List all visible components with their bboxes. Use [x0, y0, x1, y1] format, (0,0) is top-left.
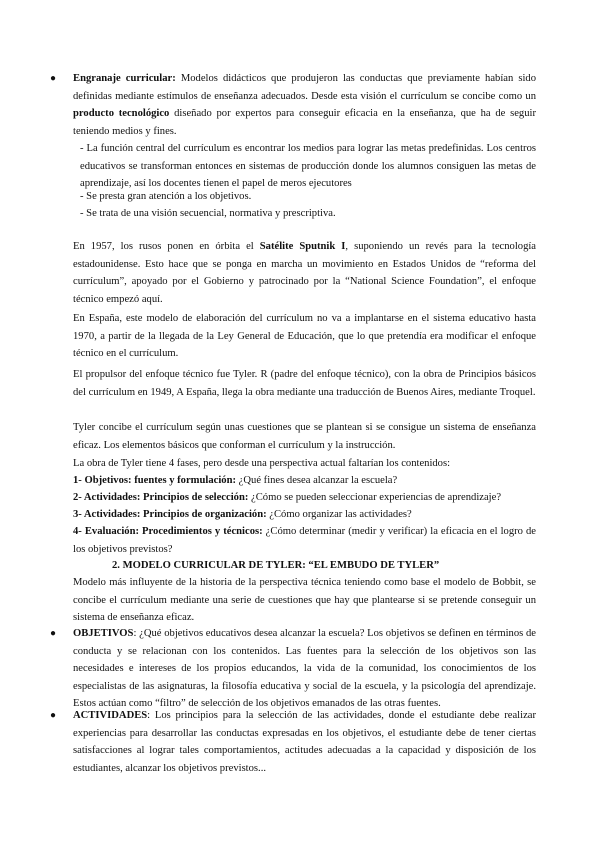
paragraph-modelo: Modelo más influyente de la historia de la perspectiva técnica teniendo como base el modelo de Bobbit, se concibe el currículum mediante una serie de cuestiones que hay que plantearse si se pretende conseguir un sistema de enseñanza eficaz.	[73, 577, 536, 624]
term-objetivos: OBJETIVOS	[73, 628, 134, 639]
term-sputnik: Satélite Sputnik I	[259, 241, 346, 252]
term-producto-tecnologico: producto tecnológico	[73, 108, 170, 120]
bullet-objetivos: ●	[50, 628, 57, 639]
term-actividades: ACTIVIDADES	[73, 710, 148, 721]
bullet-engranaje: ●	[50, 73, 57, 84]
term-engranaje: Engranaje curricular:	[73, 73, 176, 84]
paragraph-actividades: ACTIVIDADES: Los principios para la selección de las actividades, donde el estudiante debe realizar experiencias para desarrollar las conductas expresadas en los objetivos, el estudiante debe de tener ciertas satisfacciones al lograr tales comportamientos, actitudes adecuadas a la capacidad y disposición de los estudiantes, alcanzar los objetivos previstos...	[73, 710, 536, 774]
paragraph-engranaje: Engranaje curricular: Modelos didácticos que produjeron las conductas que previamente habían sido definidas mediante estímulos de enseñanza adecuados. Desde esta visión el currículum se concibe como un producto tecnológico diseñado por expertos para conseguir eficacia en la enseñanza, que ha de seguir teniendo medios y fines.	[73, 73, 537, 137]
paragraph-espana: En España, este modelo de elaboración del currículum no va a implantarse en el sistema educativo hasta 1970, a partir de la llegada de la Ley General de Educación, que lo que pretendía era modificar el enfoque técnico en el currículum.	[73, 313, 536, 360]
paragraph-tyler-concibe: Tyler concibe el currículum según unas cuestiones que se plantean si se consigue un sistema de enseñanza eficaz. Los elementos básicos que conforman el currículum y la instrucción.	[73, 422, 536, 451]
section-heading-tyler: 2. MODELO CURRICULAR DE TYLER: “EL EMBUDO DE TYLER”	[112, 560, 440, 571]
bullet-actividades: ●	[50, 710, 57, 721]
paragraph-propulsor: El propulsor del enfoque técnico fue Tyler. R (padre del enfoque técnico), con la obra de Principios básicos del currículum en 1949, A España, llega la obra mediante una traducción de Buenos Aires, mediante Troquel.	[73, 369, 536, 398]
phase-item: 1- Objetivos: fuentes y formulación: ¿Qué fines desea alcanzar la escuela?	[73, 475, 398, 486]
sub-item-funcion: - La función central del currículum es encontrar los medios para lograr las metas predefinidas. Los centros educativos se transforman entonces en sistemas de producción donde los alumnos consiguen las metas de aprendizaje, así los docentes tienen el papel de meros ejecutores	[80, 143, 536, 190]
sub-item-vision: - Se trata de una visión secuencial, normativa y prescriptiva.	[80, 208, 336, 219]
paragraph-objetivos: OBJETIVOS: ¿Qué objetivos educativos desea alcanzar la escuela? Los objetivos se definen en términos de conducta y se relacionan con los contenidos. Las fuentes para la selección de los objetivos son las necesidades e intereses de los propios educandos, la vida de la comunidad, los conocimientos de los especialistas de las asignaturas, la filosofía educativa y social de la escuela, y la psicología del aprendizaje. Estos actúan como “filtro” de selección de los objetivos emanados de las otras fuentes.	[73, 628, 536, 710]
sub-item-objetivos: - Se presta gran atención a los objetivos.	[80, 191, 252, 202]
paragraph-tyler-fases: La obra de Tyler tiene 4 fases, pero desde una perspectiva actual faltarían los contenidos:	[73, 458, 451, 469]
paragraph-sputnik: En 1957, los rusos ponen en órbita el Satélite Sputnik I, suponiendo un revés para la tecnología estadounidense. Esto hace que se ponga en marcha un movimiento en Estados Unidos de “reforma del currículum”, apoyado por el Gobierno y patrocinado por la “National Science Foundation”, el enfoque técnico empezó aquí.	[73, 241, 537, 305]
phase-item: 2- Actividades: Principios de selección: ¿Cómo se pueden seleccionar experiencias de aprendizaje?	[73, 492, 502, 503]
phase-item: 4- Evaluación: Procedimientos y técnicos: ¿Cómo determinar (medir y verificar) la eficacia en el logro de los objetivos previstos?	[73, 526, 536, 555]
phase-item: 3- Actividades: Principios de organización: ¿Cómo organizar las actividades?	[73, 509, 412, 520]
